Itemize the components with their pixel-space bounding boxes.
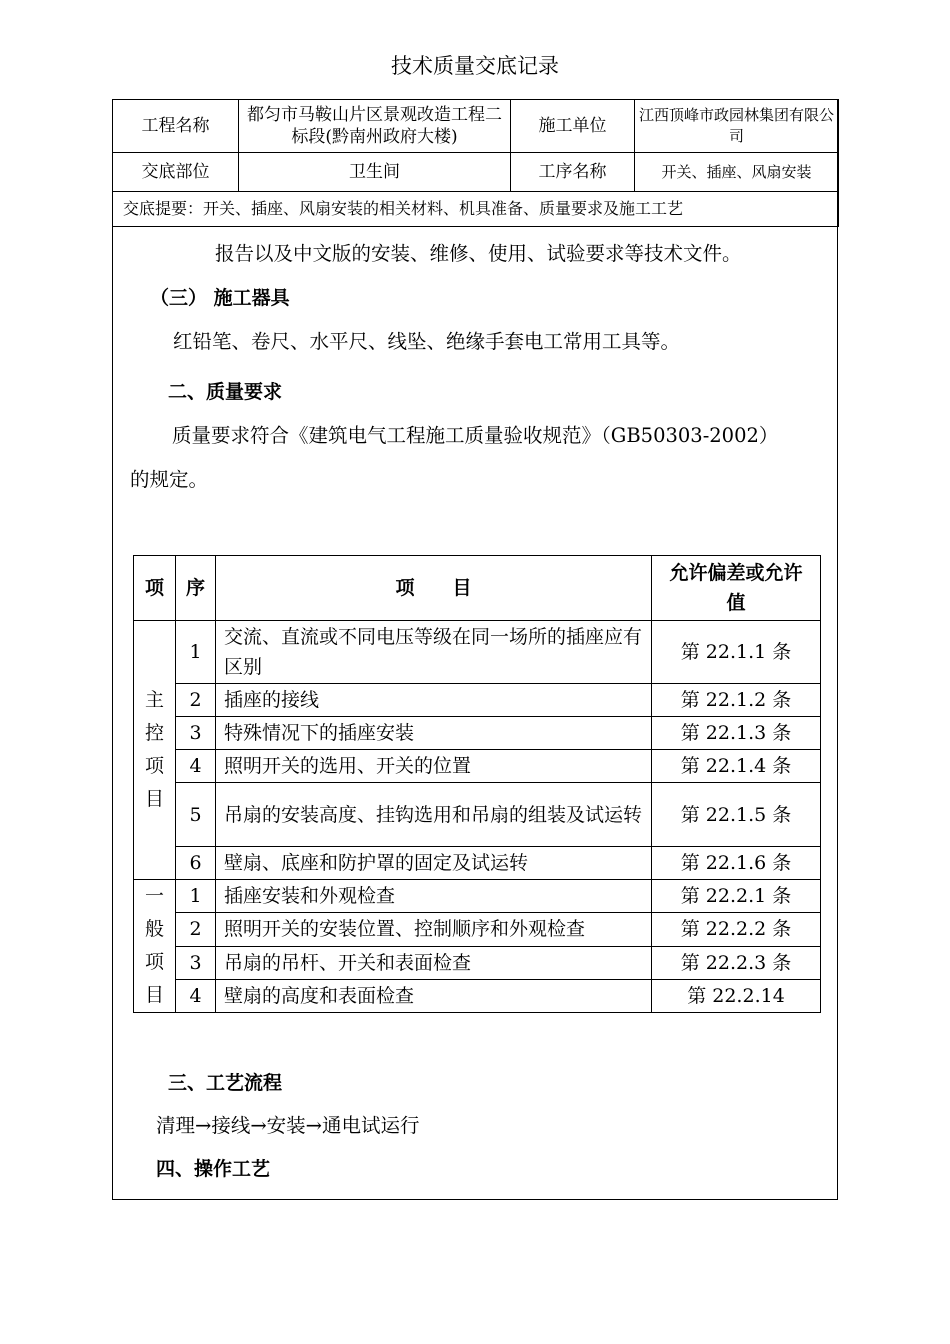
summary: 交底提要：开关、插座、风扇安装的相关材料、机具准备、质量要求及施工工艺 (113, 192, 839, 227)
row-ref: 第 22.1.3 条 (652, 717, 821, 750)
quality-heading: 二、质量要求 (168, 381, 283, 403)
quality-text-2: 的规定。 (130, 468, 209, 491)
col-header-content: 项 目 (216, 556, 652, 621)
row-seq: 5 (176, 783, 216, 847)
main-control-category (134, 621, 176, 880)
row-content: 交流、直流或不同电压等级在同一场所的插座应有区别 (216, 621, 652, 684)
project-name-value: 都匀市马鞍山片区景观改造工程二标段(黔南州政府大楼) (239, 100, 511, 153)
process-text: 清理→接线→安装→通电试运行 (156, 1114, 420, 1137)
quality-text-1: 质量要求符合《建筑电气工程施工质量验收规范》（GB50303-2002） (172, 424, 779, 447)
col-header-seq: 序 (176, 556, 216, 621)
row-ref: 第 22.1.4 条 (652, 750, 821, 783)
quality-table (133, 555, 821, 1013)
page-title: 技术质量交底记录 (391, 54, 559, 78)
body-line-1: 报告以及中文版的安装、维修、使用、试验要求等技术文件。 (215, 242, 742, 265)
col-header-item: 项 (134, 556, 176, 621)
row-seq: 3 (176, 717, 216, 750)
process-value: 开关、插座、风扇安装 (635, 153, 839, 192)
category-char: 项 (144, 951, 164, 973)
row-content: 吊扇的安装高度、挂钩选用和吊扇的组装及试运转 (216, 783, 652, 847)
col-header-tolerance: 允许偏差或允许值 (652, 556, 821, 621)
operation-heading: 四、操作工艺 (156, 1158, 271, 1180)
category-char: 一 (144, 885, 164, 907)
row-content: 壁扇的高度和表面检查 (216, 979, 652, 1012)
row-seq: 2 (176, 684, 216, 717)
row-ref: 第 22.1.6 条 (652, 847, 821, 880)
category-char: 项 (144, 755, 164, 777)
process-heading: 三、工艺流程 (168, 1072, 283, 1094)
part-value: 卫生间 (239, 153, 511, 192)
general-category (134, 880, 176, 1013)
row-ref: 第 22.2.14 (652, 979, 821, 1012)
category-char: 目 (144, 788, 164, 810)
row-content: 特殊情况下的插座安装 (216, 717, 652, 750)
row-content: 插座安装和外观检查 (216, 880, 652, 913)
category-char: 主 (144, 689, 164, 711)
row-seq: 4 (176, 979, 216, 1012)
row-ref: 第 22.1.5 条 (652, 783, 821, 847)
row-seq: 6 (176, 847, 216, 880)
row-content: 壁扇、底座和防护罩的固定及试运转 (216, 847, 652, 880)
category-char: 般 (144, 918, 164, 940)
tools-text: 红铅笔、卷尺、水平尺、线坠、绝缘手套电工常用工具等。 (173, 330, 681, 353)
part-label: 交底部位 (113, 153, 239, 192)
row-ref: 第 22.2.2 条 (652, 913, 821, 946)
row-content: 照明开关的安装位置、控制顺序和外观检查 (216, 913, 652, 946)
row-seq: 2 (176, 913, 216, 946)
row-ref: 第 22.2.3 条 (652, 946, 821, 979)
row-seq: 1 (176, 621, 216, 684)
tools-heading: （三） 施工器具 (150, 287, 290, 309)
row-ref: 第 22.2.1 条 (652, 880, 821, 913)
row-seq: 3 (176, 946, 216, 979)
category-char: 控 (144, 722, 164, 744)
row-content: 吊扇的吊杆、开关和表面检查 (216, 946, 652, 979)
row-ref: 第 22.1.2 条 (652, 684, 821, 717)
header-table (112, 99, 839, 227)
project-name-label: 工程名称 (113, 100, 239, 153)
category-char: 目 (144, 984, 164, 1006)
process-label: 工序名称 (511, 153, 635, 192)
row-ref: 第 22.1.1 条 (652, 621, 821, 684)
construction-unit-value: 江西顶峰市政园林集团有限公司 (635, 100, 839, 153)
row-content: 照明开关的选用、开关的位置 (216, 750, 652, 783)
row-content: 插座的接线 (216, 684, 652, 717)
row-seq: 1 (176, 880, 216, 913)
construction-unit-label: 施工单位 (511, 100, 635, 153)
row-seq: 4 (176, 750, 216, 783)
